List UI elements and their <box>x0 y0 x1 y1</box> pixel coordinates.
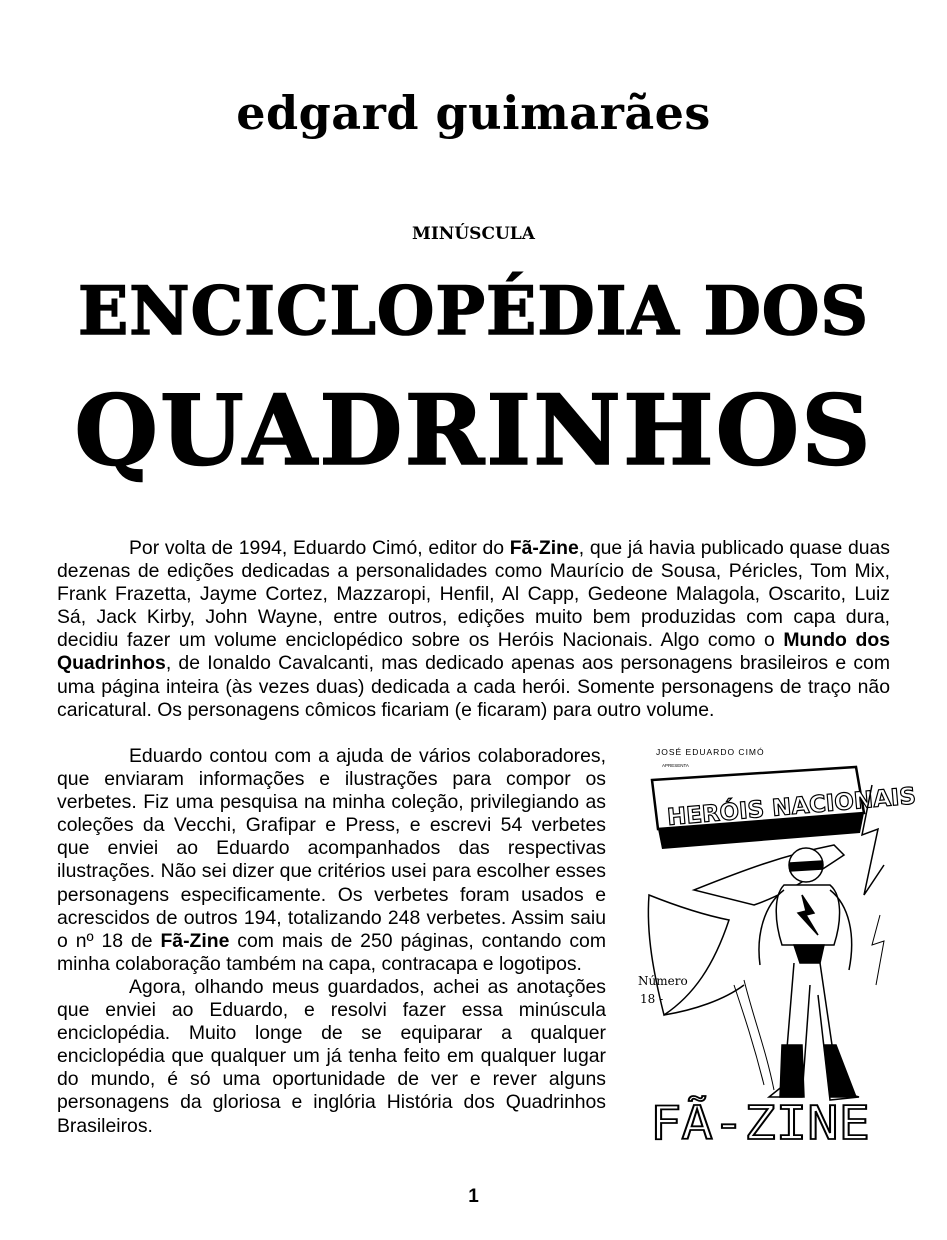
column-text <box>57 745 606 1138</box>
intro-paragraph <box>57 537 890 722</box>
cover-presents: APRESENTA <box>662 763 689 768</box>
bold-mundo-quadrinhos: Mundo dos Quadrinhos <box>57 629 890 675</box>
text-span: , de Ionaldo Cavalcanti, mas dedicado apenas aos personagens brasileiros e com uma página inteira (às vezes duas) dedicada a cada herói. Somente personagens de traço não caricatural. Os personagens cômicos ficariam (e ficaram) para outro volume. <box>57 652 890 721</box>
text-span: com mais de 250 páginas, contando com minha colaboração também na capa, contracapa e logotipos. <box>57 929 606 975</box>
title-line-1: ENCICLOPÉDIA DOS <box>77 272 870 350</box>
paragraph-3: Agora, olhando meus guardados, achei as anotações que enviei ao Eduardo, e resolvi fazer essa minúscula enciclopédia. Muito longe de se equiparar a qualquer enciclopédia que qualquer um já tenha feito em qualquer lugar do mundo, é só uma oportunidade de ver e rever alguns personagens da gloriosa e inglória História dos Quadrinhos Brasileiros. <box>57 975 606 1137</box>
author-name: edgard guimarães <box>236 86 711 140</box>
cover-logo-text: HERÓIS NACIONAIS <box>666 783 917 832</box>
heroes-logo-banner <box>652 767 917 849</box>
cover-magazine-logo: FÃ-ZINE <box>650 1096 870 1150</box>
bold-fazine: Fã-Zine <box>160 929 230 952</box>
bold-fazine: Fã-Zine <box>509 537 579 559</box>
cover-issue-label: Número <box>638 974 688 988</box>
lightning-mark <box>872 915 884 985</box>
text-span: Por volta de 1994, Eduardo Cimó, editor do <box>129 537 510 559</box>
hero-figure <box>648 845 859 1100</box>
cover-credit: JOSÉ EDUARDO CIMÓ <box>656 747 765 757</box>
text-span: Eduardo contou com a ajuda de vários colaboradores, que enviaram informações e ilustrações para compor os verbetes. Fiz uma pesquisa na minha coleção, privilegiando as coleções da Vecchi, Grafipar e Press, e escrevi 54 verbetes que enviei ao Eduardo acompanhados das respectivas ilustrações. Não sei dizer que critérios usei para escolher esses personagens especificamente. Os verbetes foram usados e acrescidos de outros 194, totalizando 248 verbetes. Assim saiu o nº 18 de <box>57 745 606 952</box>
magazine-cover-illustration <box>634 745 917 1150</box>
page-number: 1 <box>468 1186 479 1207</box>
subtitle: MINÚSCULA <box>412 224 535 244</box>
paragraph-2 <box>57 745 606 976</box>
cover-issue-number: 18 - <box>640 992 664 1006</box>
title-line-2: QUADRINHOS <box>74 374 873 487</box>
text-span: , que já havia publicado quase duas dezenas de edições dedicadas a personalidades como Maurício de Sousa, Péricles, Tom Mix, Frank Frazetta, Jayme Cortez, Mazzaropi, Henfil, Al Capp, Gedeone Malagola, Oscarito, Luiz Sá, Jack Kirby, John Wayne, entre outros, edições muito bem produzidas com capa dura, decidiu fazer um volume enciclopédico sobre os Heróis Nacionais. Algo como o <box>57 537 890 652</box>
